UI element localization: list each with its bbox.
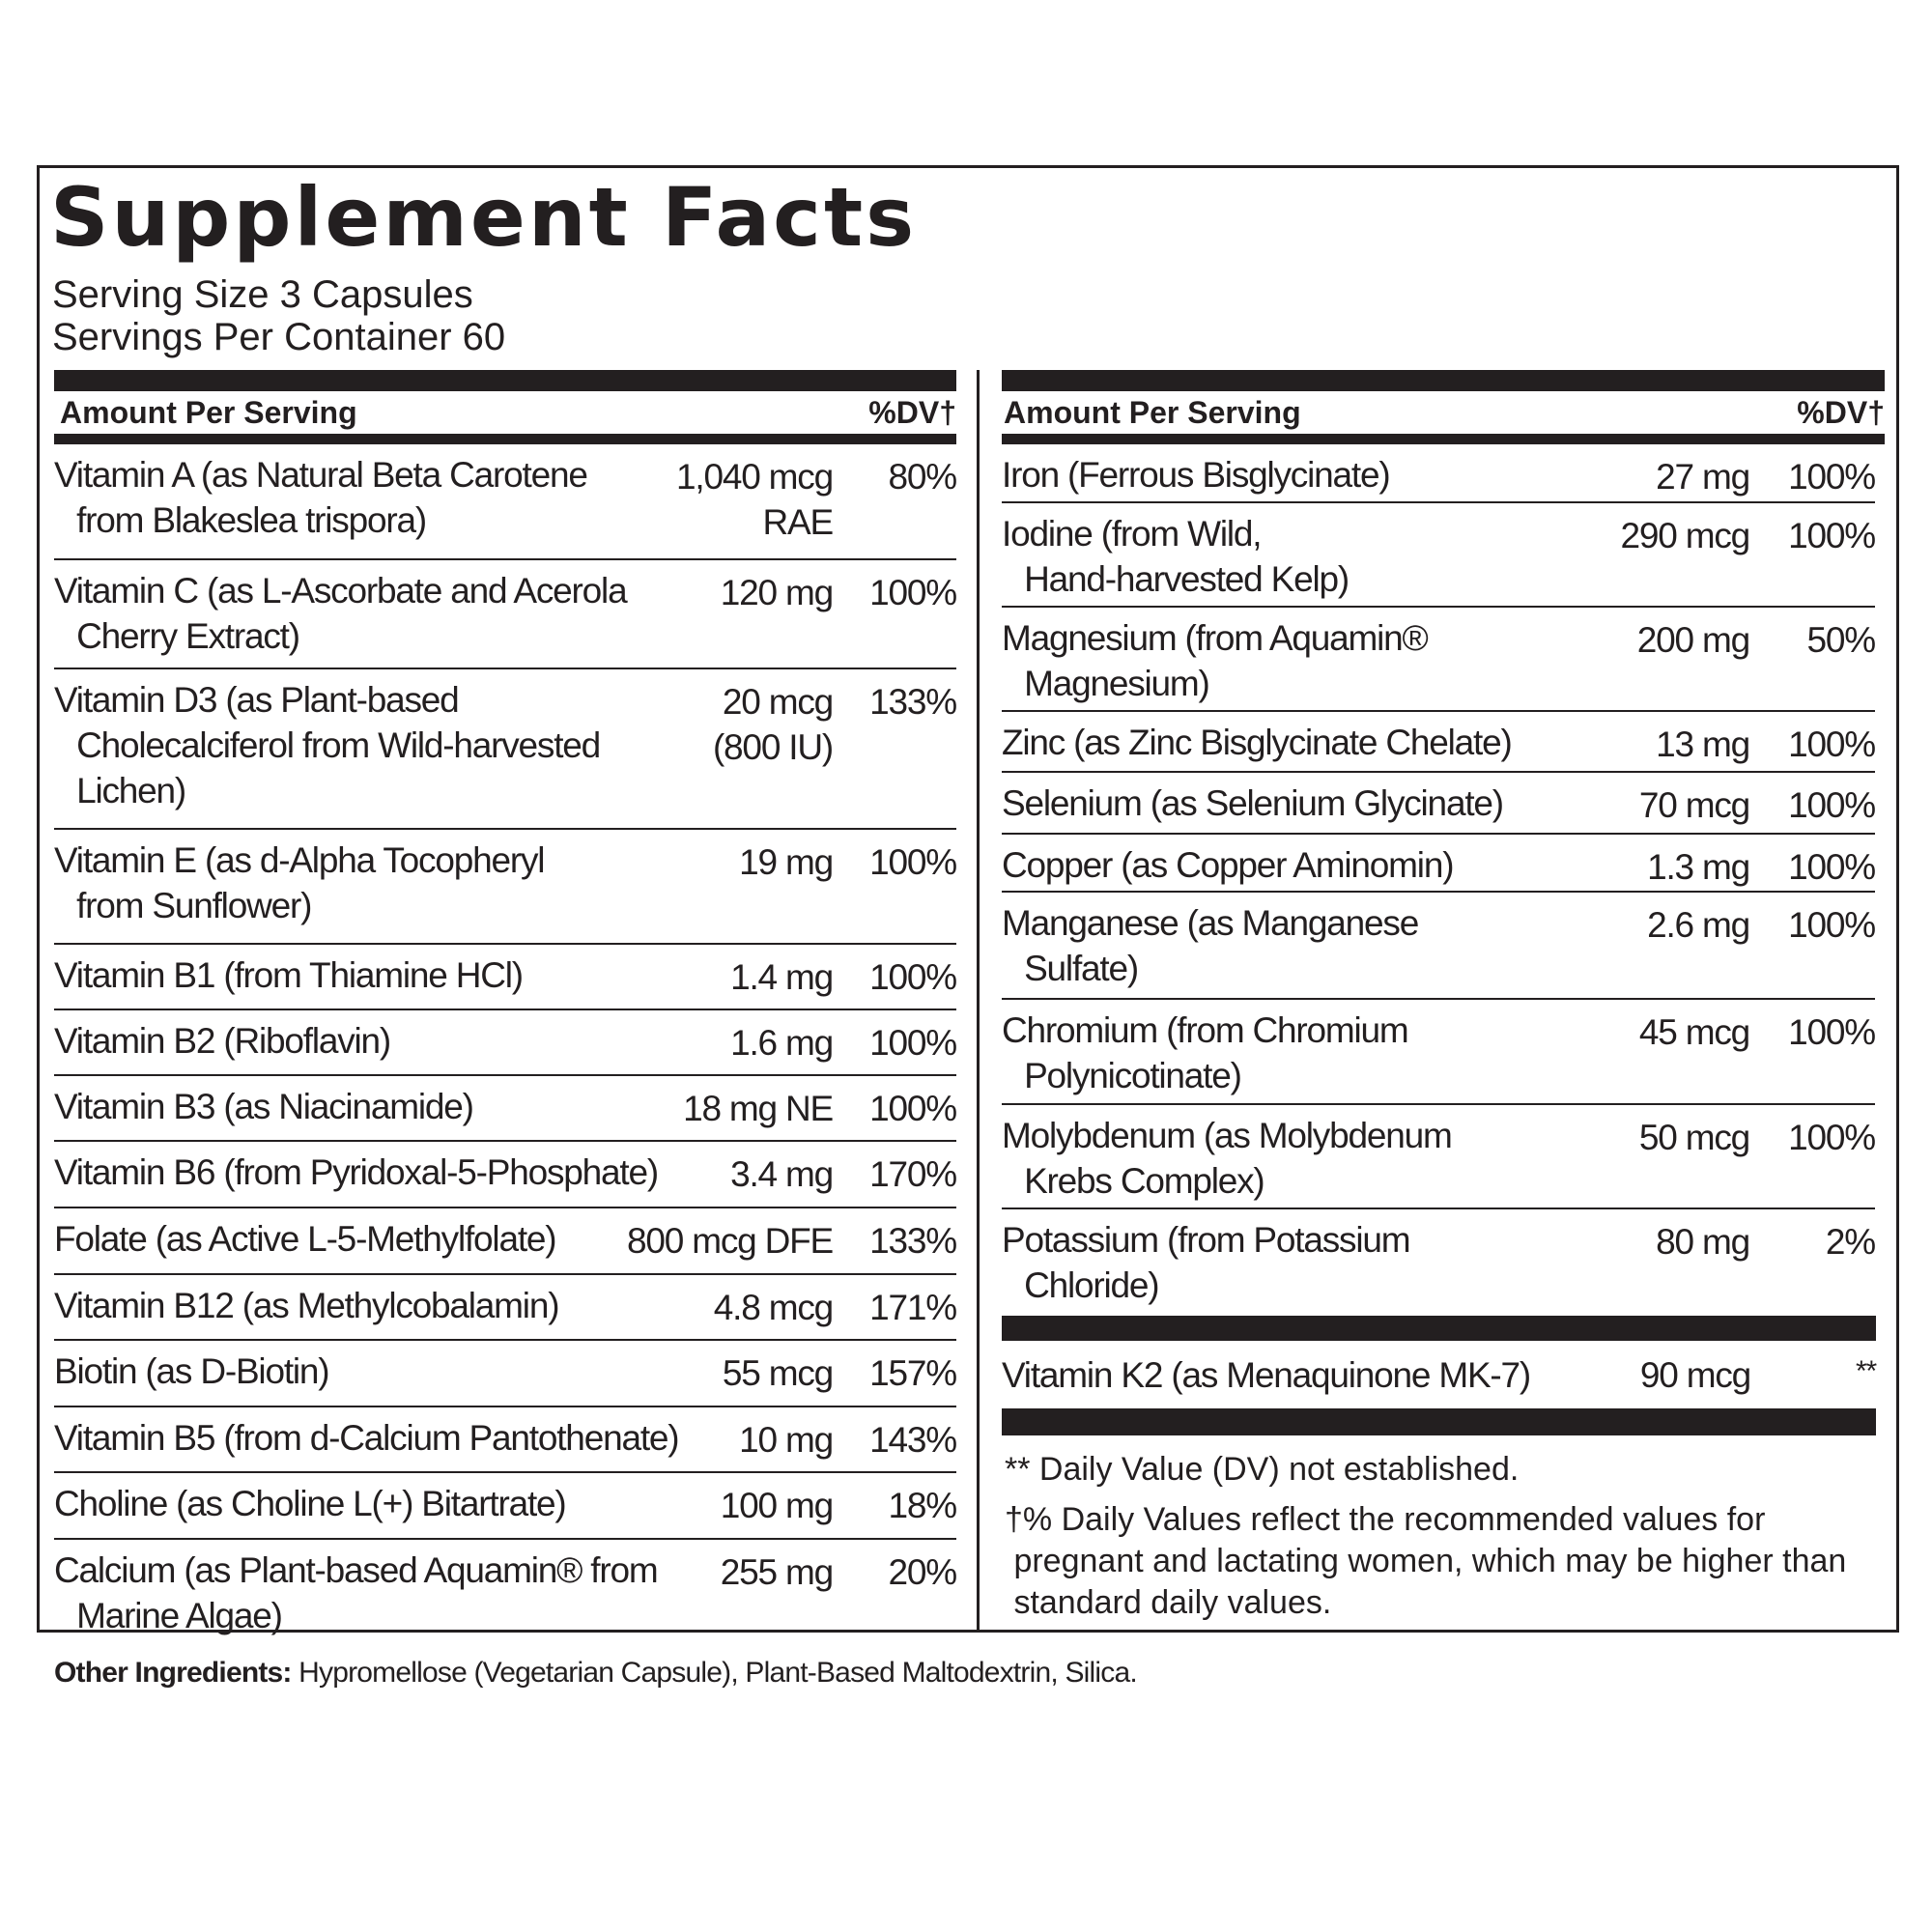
nutrient-dv: 100% xyxy=(869,1023,956,1063)
nutrient-dv: 143% xyxy=(869,1420,956,1460)
thick-rule xyxy=(54,370,956,391)
nutrient-name-line: Polynicotinate) xyxy=(1015,1056,1241,1095)
nutrient-name xyxy=(54,677,600,813)
nutrient-name-line: Molybdenum (as Molybdenum xyxy=(1002,1116,1452,1155)
nutrient-dv: 133% xyxy=(869,1221,956,1261)
nutrient-name-line: Magnesium (from Aquamin® xyxy=(1002,618,1428,658)
servings-per-container: Servings Per Container 60 xyxy=(52,316,506,358)
nutrient-amount xyxy=(1620,513,1749,558)
nutrient-row xyxy=(1002,444,1875,503)
nutrient-amount-line: 290 mcg xyxy=(1620,516,1749,555)
nutrient-amount-line: 18 mg NE xyxy=(683,1089,833,1128)
nutrient-name-line: Sulfate) xyxy=(1015,949,1138,988)
nutrient-name-line: Vitamin B3 (as Niacinamide) xyxy=(54,1087,473,1126)
nutrient-amount-line: RAE xyxy=(762,502,833,542)
nutrient-name xyxy=(1002,615,1428,706)
nutrient-row xyxy=(1002,608,1875,712)
nutrient-amount-line: 55 mcg xyxy=(722,1353,833,1393)
nutrient-name-line: Krebs Complex) xyxy=(1015,1161,1264,1201)
nutrient-amount xyxy=(739,839,833,885)
medium-rule xyxy=(54,434,956,444)
nutrient-amount xyxy=(1647,902,1749,948)
nutrient-amount-line: 1,040 mcg xyxy=(676,457,833,497)
nutrient-amount-line: 800 mcg DFE xyxy=(627,1221,833,1261)
thick-rule xyxy=(1002,370,1885,391)
nutrient-dv: 100% xyxy=(1788,516,1875,555)
nutrient-amount xyxy=(739,1417,833,1463)
nutrient-name-line: Choline (as Choline L(+) Bitartrate) xyxy=(54,1484,566,1523)
column-header xyxy=(54,391,956,434)
nutrient-name-line: Selenium (as Selenium Glycinate) xyxy=(1002,783,1503,823)
nutrient-row xyxy=(54,444,956,560)
nutrient-amount-line: 200 mg xyxy=(1636,620,1749,660)
nutrient-name-line: Vitamin D3 (as Plant-based xyxy=(54,680,459,720)
nutrient-name: Vitamin K2 (as Menaquinone MK-7) xyxy=(1002,1355,1531,1395)
nutrient-amount xyxy=(730,1020,833,1065)
nutrient-row xyxy=(54,1540,956,1636)
nutrient-dv: 157% xyxy=(869,1353,956,1393)
nutrient-name xyxy=(1002,842,1453,888)
nutrient-amount xyxy=(721,1549,833,1595)
nutrient-name xyxy=(54,1481,566,1526)
nutrient-dv: 171% xyxy=(869,1288,956,1327)
nutrient-name-line: from Sunflower) xyxy=(68,886,312,925)
nutrient-amount xyxy=(730,954,833,1000)
nutrient-dv: 2% xyxy=(1825,1222,1875,1262)
nutrient-amount-line: 10 mg xyxy=(739,1420,833,1460)
nutrient-name xyxy=(54,1548,657,1638)
nutrient-name-line: Copper (as Copper Aminomin) xyxy=(1002,845,1454,885)
serving-size: Serving Size 3 Capsules xyxy=(52,273,473,316)
column-divider xyxy=(977,370,980,1633)
nutrient-name-line: from Blakeslea trispora) xyxy=(68,500,426,540)
nutrient-name xyxy=(54,568,626,659)
nutrient-dv: 50% xyxy=(1806,620,1875,660)
nutrient-amount-line: 2.6 mg xyxy=(1647,905,1749,945)
nutrient-dv: 100% xyxy=(869,842,956,882)
nutrient-amount-line: 20 mcg xyxy=(722,682,833,722)
nutrient-amount xyxy=(1656,454,1749,499)
nutrient-dv: 100% xyxy=(1788,847,1875,887)
nutrient-name xyxy=(54,1349,328,1394)
nutrient-name-line: Potassium (from Potassium xyxy=(1002,1220,1410,1260)
nutrient-row xyxy=(54,1275,956,1341)
nutrient-dv: 170% xyxy=(869,1154,956,1194)
nutrient-name-line: Vitamin E (as d-Alpha Tocopheryl xyxy=(54,840,545,880)
column-header xyxy=(1002,391,1885,434)
left-nutrient-rows xyxy=(54,444,956,1636)
nutrient-row xyxy=(1002,1209,1875,1310)
nutrient-amount-line: 100 mg xyxy=(720,1486,833,1525)
vitamin-k2-row xyxy=(1002,1350,1876,1401)
dv-note-line: pregnant and lactating women, which may be higher than xyxy=(1005,1543,1847,1579)
thick-rule xyxy=(1002,1316,1876,1341)
nutrient-amount-line: 3.4 mg xyxy=(730,1154,833,1194)
nutrient-row xyxy=(54,1473,956,1540)
nutrient-row xyxy=(54,945,956,1010)
nutrient-amount xyxy=(1656,1219,1749,1264)
nutrient-amount-line: 4.8 mcg xyxy=(713,1288,833,1327)
nutrient-amount-line: 13 mg xyxy=(1656,724,1749,764)
nutrient-name xyxy=(54,1415,678,1461)
nutrient-row xyxy=(54,830,956,945)
nutrient-name-line: Vitamin B1 (from Thiamine HCl) xyxy=(54,955,523,995)
nutrient-name xyxy=(1002,781,1503,826)
nutrient-name-line: Chromium (from Chromium xyxy=(1002,1010,1408,1050)
nutrient-amount xyxy=(627,1218,833,1264)
dv-note-line: †% Daily Values reflect the recommended values for xyxy=(1005,1501,1766,1538)
nutrient-row xyxy=(1002,773,1875,835)
nutrient-name-line: Vitamin B2 (Riboflavin) xyxy=(54,1021,391,1061)
nutrient-row xyxy=(54,1010,956,1076)
nutrient-row xyxy=(54,1142,956,1208)
nutrient-amount-line: 1.4 mg xyxy=(730,957,833,997)
nutrient-name xyxy=(54,1150,658,1195)
nutrient-amount-line: 1.3 mg xyxy=(1647,847,1749,887)
nutrient-name-line: Hand-harvested Kelp) xyxy=(1015,559,1349,599)
nutrient-amount xyxy=(723,1350,833,1396)
nutrient-amount xyxy=(730,1151,833,1197)
dv-not-established-note: ** Daily Value (DV) not established. xyxy=(1005,1451,1520,1488)
thick-rule xyxy=(1002,1408,1876,1435)
nutrient-dv: 100% xyxy=(1788,457,1875,497)
nutrient-name-line: Folate (as Active L-5-Methylfolate) xyxy=(54,1219,556,1259)
amount-per-serving-heading: Amount Per Serving xyxy=(1004,395,1301,430)
nutrient-amount xyxy=(683,1086,833,1131)
left-nutrient-column xyxy=(54,370,956,1636)
nutrient-name xyxy=(1002,900,1418,991)
nutrient-amount xyxy=(1637,617,1749,663)
nutrient-dv: ** xyxy=(1856,1355,1876,1387)
nutrient-dv: 100% xyxy=(1788,724,1875,764)
nutrient-name xyxy=(1002,511,1349,602)
nutrient-dv: 100% xyxy=(869,957,956,997)
nutrient-name xyxy=(54,838,544,928)
nutrient-dv: 133% xyxy=(869,682,956,722)
nutrient-name-line: Marine Algae) xyxy=(68,1596,282,1635)
nutrient-amount xyxy=(1656,722,1749,767)
nutrient-amount xyxy=(1639,782,1749,828)
nutrient-row xyxy=(1002,503,1875,608)
nutrient-row xyxy=(1002,1105,1875,1209)
nutrient-dv: 20% xyxy=(888,1552,956,1592)
nutrient-name xyxy=(1002,452,1389,497)
nutrient-name-line: Chloride) xyxy=(1015,1265,1159,1305)
nutrient-name-line: Vitamin B12 (as Methylcobalamin) xyxy=(54,1286,559,1325)
nutrient-amount xyxy=(721,1483,833,1528)
dv-note-line: standard daily values. xyxy=(1005,1584,1332,1621)
nutrient-amount-line: 50 mcg xyxy=(1638,1118,1749,1157)
nutrient-amount-line: 80 mg xyxy=(1656,1222,1749,1262)
nutrient-row xyxy=(1002,1000,1875,1105)
nutrient-amount-line: 45 mcg xyxy=(1638,1012,1749,1052)
nutrient-name xyxy=(54,1084,473,1129)
other-ingredients-text: Hypromellose (Vegetarian Capsule), Plant-Based Maltodextrin, Silica. xyxy=(291,1657,1137,1689)
nutrient-name-line: Cholecalciferol from Wild-harvested xyxy=(68,725,601,765)
nutrient-row xyxy=(54,560,956,669)
dv-heading: %DV† xyxy=(868,395,956,430)
nutrient-amount xyxy=(721,570,833,615)
nutrient-dv: 18% xyxy=(888,1486,956,1525)
nutrient-name-line: Manganese (as Manganese xyxy=(1002,903,1419,943)
nutrient-dv: 80% xyxy=(888,457,956,497)
nutrient-name-line: Calcium (as Plant-based Aquamin® from xyxy=(54,1550,658,1590)
nutrient-dv: 100% xyxy=(869,1089,956,1128)
nutrient-row xyxy=(54,1076,956,1142)
panel-title: Supplement Facts xyxy=(50,170,918,265)
nutrient-amount xyxy=(1647,844,1749,890)
nutrient-row xyxy=(1002,712,1875,773)
nutrient-name-line: Zinc (as Zinc Bisglycinate Chelate) xyxy=(1002,723,1512,762)
nutrient-name xyxy=(1002,1008,1408,1098)
nutrient-amount xyxy=(714,1285,833,1330)
nutrient-name xyxy=(54,452,587,543)
nutrient-name-line: Magnesium) xyxy=(1015,664,1209,703)
nutrient-name-line: Biotin (as D-Biotin) xyxy=(54,1351,329,1391)
nutrient-name xyxy=(54,1283,558,1328)
nutrient-name-line: Lichen) xyxy=(68,771,186,810)
other-ingredients xyxy=(54,1654,1137,1692)
nutrient-name xyxy=(54,1216,555,1262)
nutrient-name-line: Vitamin A (as Natural Beta Carotene xyxy=(54,455,587,495)
nutrient-name xyxy=(1002,1113,1452,1204)
nutrient-amount: 90 mcg xyxy=(1639,1355,1750,1395)
nutrient-amount-line: 19 mg xyxy=(739,842,833,882)
nutrient-name-line: Iron (Ferrous Bisglycinate) xyxy=(1002,455,1390,495)
nutrient-amount-line: 1.6 mg xyxy=(730,1023,833,1063)
amount-per-serving-heading: Amount Per Serving xyxy=(60,395,357,430)
nutrient-name-line: Vitamin C (as L-Ascorbate and Acerola xyxy=(54,571,627,611)
medium-rule xyxy=(1002,434,1885,444)
nutrient-row xyxy=(54,1407,956,1473)
nutrient-name xyxy=(54,952,523,998)
nutrient-amount xyxy=(676,454,833,545)
nutrient-name xyxy=(1002,1217,1409,1308)
dv-heading: %DV† xyxy=(1797,395,1885,430)
nutrient-amount xyxy=(1639,1009,1749,1055)
nutrient-row xyxy=(54,1341,956,1407)
nutrient-amount-line: 255 mg xyxy=(720,1552,833,1592)
nutrient-name-line: Vitamin B5 (from d-Calcium Pantothenate) xyxy=(54,1418,679,1458)
nutrient-dv: 100% xyxy=(1788,1118,1875,1157)
nutrient-name-line: Iodine (from Wild, xyxy=(1002,514,1262,554)
nutrient-dv: 100% xyxy=(1788,785,1875,825)
nutrient-amount-line: 120 mg xyxy=(720,573,833,612)
other-ingredients-label: Other Ingredients: xyxy=(54,1657,292,1689)
nutrient-row xyxy=(1002,893,1875,1000)
nutrient-amount xyxy=(1639,1115,1749,1160)
nutrient-amount-line: 27 mg xyxy=(1656,457,1749,497)
right-nutrient-rows xyxy=(1002,444,1875,1310)
nutrient-name xyxy=(54,1018,390,1064)
nutrient-row xyxy=(54,1208,956,1275)
nutrient-name xyxy=(1002,720,1512,765)
nutrient-dv: 100% xyxy=(1788,1012,1875,1052)
nutrient-row xyxy=(1002,835,1875,893)
nutrient-amount xyxy=(713,679,833,770)
nutrient-row xyxy=(54,669,956,830)
nutrient-dv: 100% xyxy=(869,573,956,612)
nutrient-amount-line: 70 mcg xyxy=(1638,785,1749,825)
nutrient-amount-line: (800 IU) xyxy=(712,727,833,767)
nutrient-dv: 100% xyxy=(1788,905,1875,945)
nutrient-name-line: Vitamin B6 (from Pyridoxal-5-Phosphate) xyxy=(54,1152,658,1192)
nutrient-name-line: Cherry Extract) xyxy=(68,616,299,656)
right-nutrient-column xyxy=(1002,370,1885,1310)
